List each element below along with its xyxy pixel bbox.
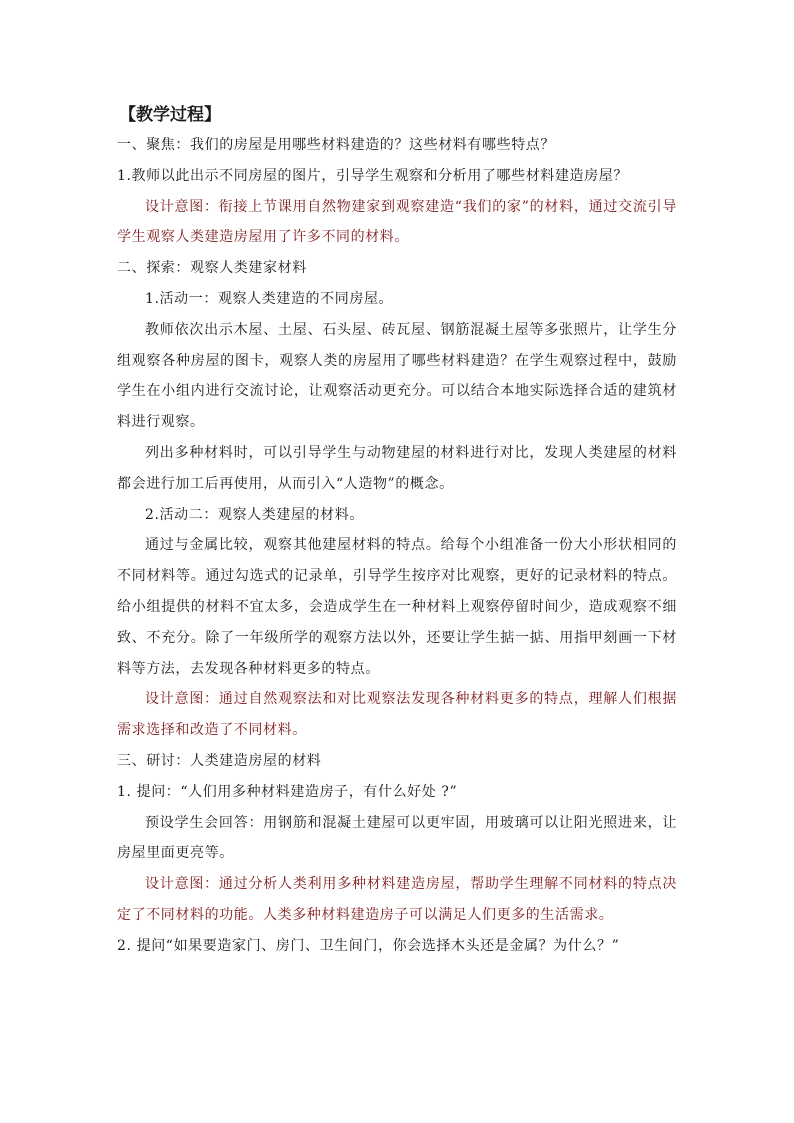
- activity-2-description: 通过与金属比较，观察其他建屋材料的特点。给每个小组准备一份大小形状相同的不同材料等。通过勾选式的记录单，引导学生按序对比观察，更好的记录材料的特点。给小组提供的材料不宜太多，会造成学生在一种材料上观察停留时间少，造成观察不细致、不充分。除了一年级所学的观察方法以外，还要让学生掂一掂、用指甲刻画一下材料等方法，去发现各种材料更多的特点。: [117, 537, 677, 677]
- discussion-heading: 三、研讨：人类建造房屋的材料: [117, 752, 322, 769]
- step-1-show-pictures: 1.教师以此出示不同房屋的图片，引导学生观察和分析用了哪些材料建造房屋？: [117, 167, 628, 184]
- design-intent-1: 设计意图：衔接上节课用自然物建家到观察建造“我们的家”的材料，通过交流引导学生观察人类建造房屋用了许多不同的材料。: [117, 198, 677, 246]
- explore-heading: 二、探索：观察人类建家材料: [117, 260, 307, 277]
- question-2: 2. 提问“如果要造家门、房门、卫生间门，你会选择木头还是金属？为什么？”: [117, 937, 620, 954]
- activity-1-title: 1.活动一：观察人类建造的不同房屋。: [145, 290, 394, 307]
- design-intent-3: 设计意图：通过分析人类利用多种材料建造房屋，帮助学生理解不同材料的特点决定了不同材料的功能。人类多种材料建造房子可以满足人们更多的生活需求。: [117, 876, 677, 923]
- design-intent-2: 设计意图：通过自然观察法和对比观察法发现各种材料更多的特点，理解人们根据需求选择和改造了不同材料。: [117, 691, 677, 739]
- expected-answer: 预设学生会回答：用钢筋和混凝土建屋可以更牢固，用玻璃可以让阳光照进来，让房屋里面更亮等。: [117, 814, 677, 862]
- focus-question: 一、聚焦：我们的房屋是用哪些材料建造的？这些材料有哪些特点？: [117, 137, 555, 153]
- section-title: 【教学过程】: [119, 105, 221, 125]
- activity-1-description: 教师依次出示木屋、土屋、石头屋、砖瓦屋、钢筋混凝土屋等多张照片，让学生分组观察各种房屋的图卡，观察人类的房屋用了哪些材料建造？在学生观察过程中，鼓励学生在小组内进行交流讨论，让观察活动更充分。可以结合本地实际选择合适的建筑材料进行观察。: [117, 321, 677, 431]
- material-comparison-paragraph: 列出多种材料时，可以引导学生与动物建屋的材料进行对比，发现人类建屋的材料都会进行加工后再使用，从而引入“人造物”的概念。: [117, 444, 677, 492]
- question-1: 1. 提问：“人们用多种材料建造房子，有什么好处 ?”: [117, 783, 458, 800]
- activity-2-title: 2.活动二：观察人类建屋的材料。: [145, 506, 364, 523]
- lesson-page: [117, 100, 677, 962]
